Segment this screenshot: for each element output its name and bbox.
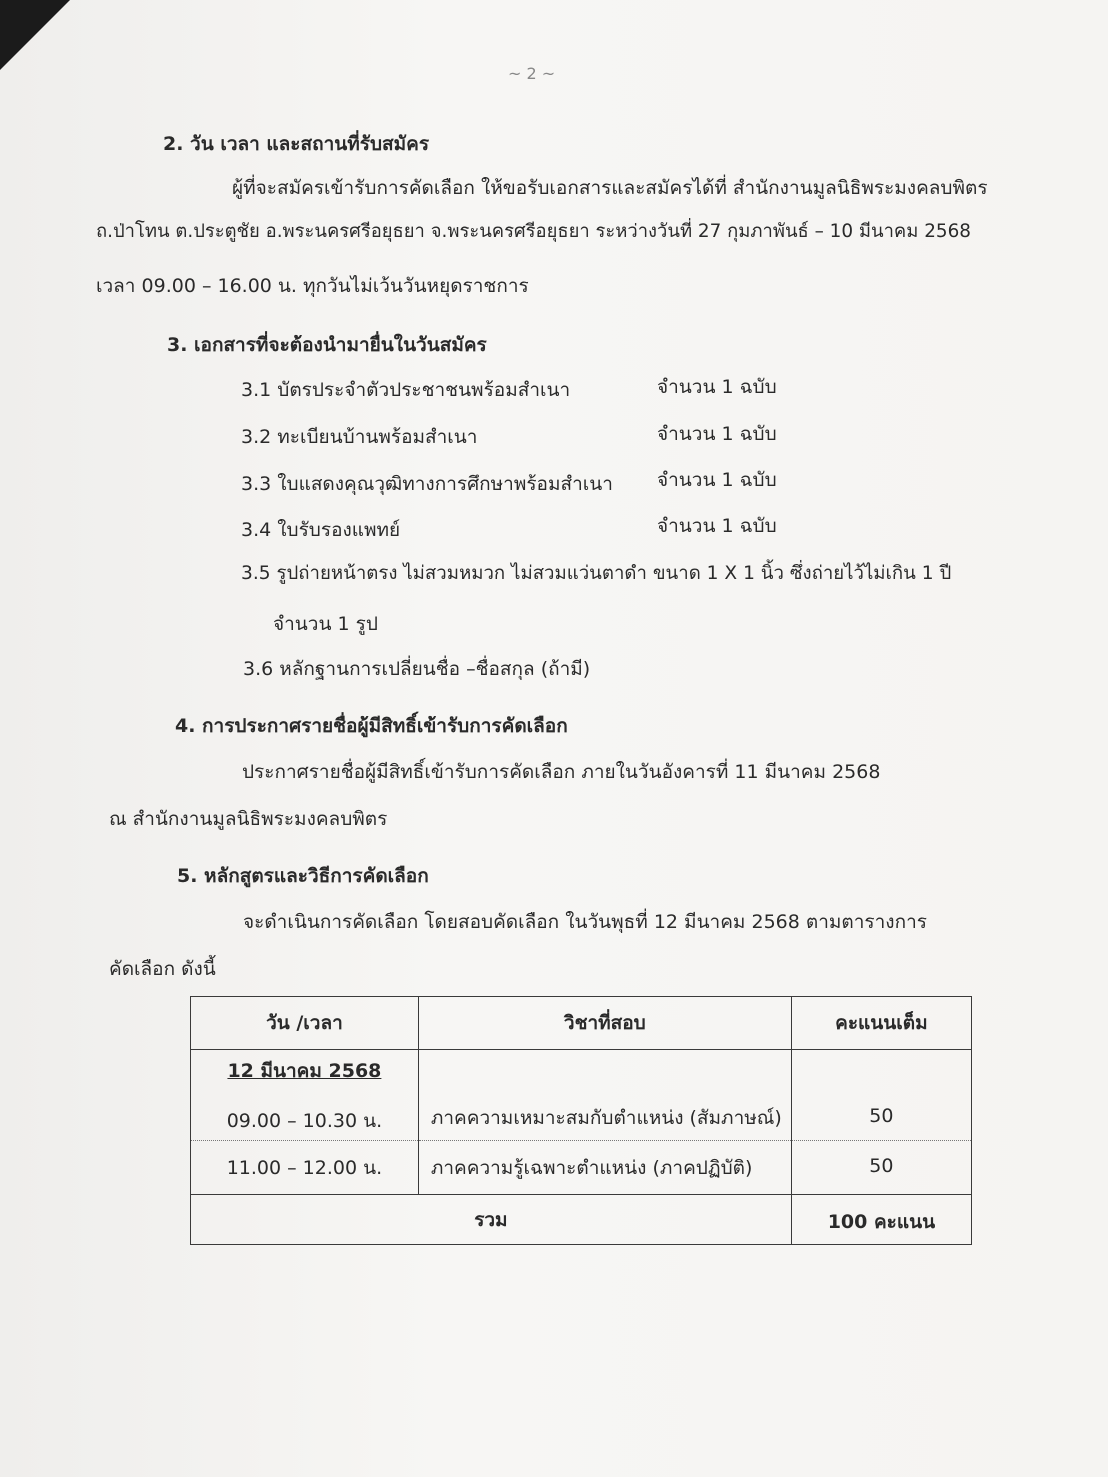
section4-heading: 4. การประกาศรายชื่อผู้มีสิทธิ์เข้ารับการคัดเลือก: [175, 715, 568, 737]
section5-heading: 5. หลักสูตรและวิธีการคัดเลือก: [177, 865, 429, 887]
doc-item-3-4: 3.4 ใบรับรองแพทย์: [241, 519, 401, 541]
doc-item-3-2: 3.2 ทะเบียนบ้านพร้อมสำเนา: [241, 426, 478, 448]
section3-heading: 3. เอกสารที่จะต้องนำมายื่นในวันสมัคร: [167, 334, 487, 356]
header-subject: วิชาที่สอบ: [418, 997, 791, 1050]
doc-item-3-1-qty: จำนวน 1 ฉบับ: [657, 376, 777, 398]
row2-time: 11.00 – 12.00 น.: [226, 1157, 383, 1179]
header-full-score: คะแนนเต็ม: [791, 997, 971, 1050]
doc-item-3-5: 3.5 รูปถ่ายหน้าตรง ไม่สวมหมวก ไม่สวมแว่นตาดำ ขนาด 1 X 1 นิ้ว ซึ่งถ่ายไว้ไม่เกิน 1 ปี: [241, 563, 952, 584]
doc-item-3-2-qty: จำนวน 1 ฉบับ: [657, 423, 777, 445]
page-number: ~ 2 ~: [508, 64, 556, 83]
exam-date: 12 มีนาคม 2568: [227, 1060, 382, 1082]
doc-item-3-3: 3.3 ใบแสดงคุณวุฒิทางการศึกษาพร้อมสำเนา: [241, 473, 613, 495]
doc-item-3-3-qty: จำนวน 1 ฉบับ: [657, 469, 777, 491]
section2-line3: เวลา 09.00 – 16.00 น. ทุกวันไม่เว้นวันหยุดราชการ: [96, 275, 529, 297]
row1-subject: ภาคความเหมาะสมกับตำแหน่ง (สัมภาษณ์): [430, 1107, 782, 1129]
section4-line2: ณ สำนักงานมูลนิธิพระมงคลบพิตร: [109, 808, 388, 830]
table-row: [191, 1141, 972, 1195]
doc-item-3-1: 3.1 บัตรประจำตัวประชาชนพร้อมสำเนา: [241, 379, 571, 401]
row2-subject: ภาคความรู้เฉพาะตำแหน่ง (ภาคปฏิบัติ): [430, 1157, 753, 1179]
total-score: 100 คะแนน: [827, 1211, 936, 1233]
section4-line1: ประกาศรายชื่อผู้มีสิทธิ์เข้ารับการคัดเลือก ภายในวันอังคารที่ 11 มีนาคม 2568: [242, 761, 881, 783]
table-total-row: [191, 1195, 972, 1245]
header-date-time: วัน /เวลา: [191, 997, 419, 1050]
section2-line2: ถ.ป่าโทน ต.ประตูชัย อ.พระนครศรีอยุธยา จ.พระนครศรีอยุธยา ระหว่างวันที่ 27 กุมภาพันธ์ – 10 มีนาคม 2568: [96, 221, 972, 242]
doc-item-3-6: 3.6 หลักฐานการเปลี่ยนชื่อ –ชื่อสกุล (ถ้ามี): [243, 658, 591, 680]
section2-line1: ผู้ที่จะสมัครเข้ารับการคัดเลือก ให้ขอรับเอกสารและสมัครได้ที่ สำนักงานมูลนิธิพระมงคลบพิตร: [232, 177, 988, 199]
table-header-row: [191, 997, 972, 1050]
table-row: [191, 1050, 972, 1141]
row1-time: 09.00 – 10.30 น.: [226, 1110, 383, 1132]
scan-corner-shadow: [0, 0, 70, 70]
total-label: รวม: [474, 1209, 508, 1231]
row2-score: 50: [869, 1155, 894, 1177]
row1-score: 50: [869, 1105, 894, 1127]
exam-schedule-table: [190, 996, 972, 1245]
section2-heading: 2. วัน เวลา และสถานที่รับสมัคร: [163, 133, 430, 155]
section5-line2: คัดเลือก ดังนี้: [109, 958, 216, 980]
section5-line1: จะดำเนินการคัดเลือก โดยสอบคัดเลือก ในวันพุธที่ 12 มีนาคม 2568 ตามตารางการ: [243, 911, 927, 933]
doc-item-3-4-qty: จำนวน 1 ฉบับ: [657, 515, 777, 537]
doc-item-3-5-cont: จำนวน 1 รูป: [273, 613, 378, 635]
